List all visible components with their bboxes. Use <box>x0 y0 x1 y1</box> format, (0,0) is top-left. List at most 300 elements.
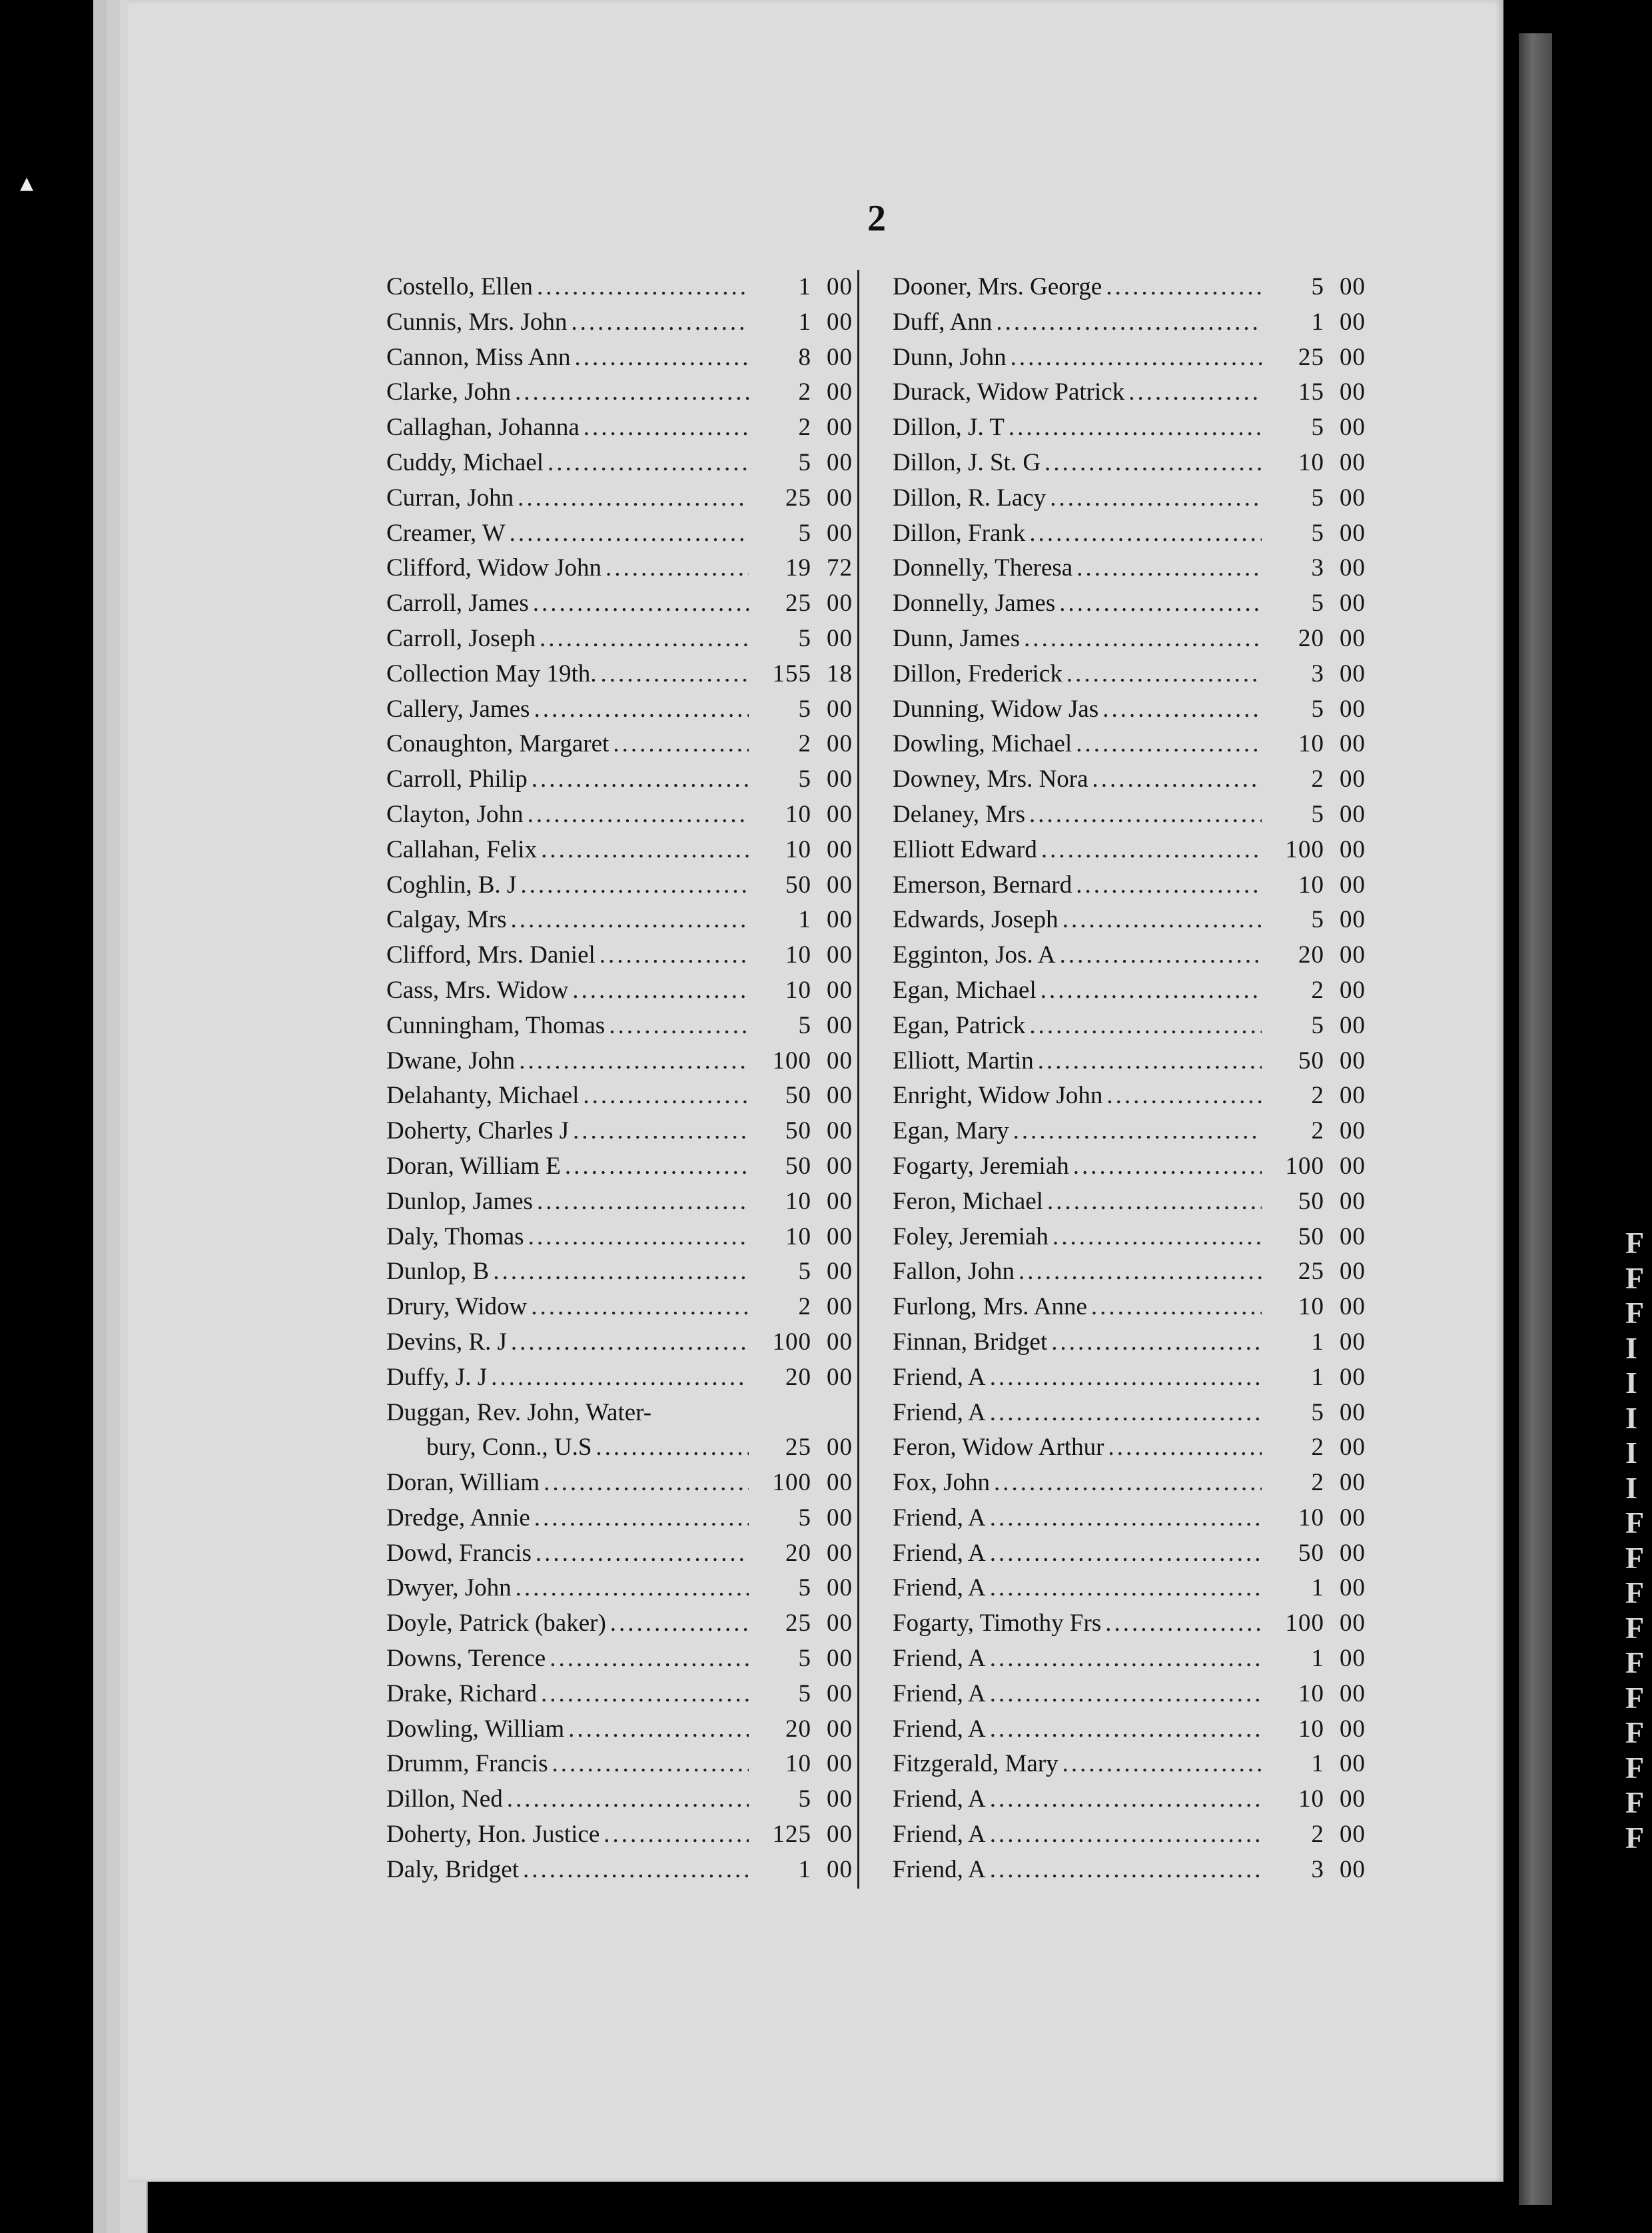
dot-leader <box>1073 1149 1262 1184</box>
donor-name: Dunlop, B <box>386 1258 490 1286</box>
amount-cents: 00 <box>1340 765 1366 793</box>
list-item <box>386 973 853 1009</box>
dot-leader <box>604 1817 749 1853</box>
amount-dollars: 10 <box>1298 1293 1324 1321</box>
list-item <box>386 833 853 868</box>
dot-leader <box>537 270 749 305</box>
amount-dollars: 10 <box>1298 1504 1324 1532</box>
donation-amount <box>753 375 853 410</box>
amount-dollars: 5 <box>1311 590 1324 618</box>
donor-name: Feron, Widow Arthur <box>893 1434 1104 1462</box>
donation-amount <box>753 270 853 305</box>
edge-letter: F <box>1625 1820 1645 1855</box>
list-item <box>893 903 1366 938</box>
donor-name: Dunn, James <box>893 624 1021 652</box>
donation-amount <box>1266 1747 1366 1782</box>
list-item <box>386 868 853 903</box>
donor-name: Friend, A <box>893 1645 986 1673</box>
donor-name: Daly, Thomas <box>386 1222 524 1250</box>
donor-name: Dooner, Mrs. George <box>893 273 1102 300</box>
dot-leader <box>1019 1254 1262 1290</box>
amount-cents: 00 <box>1340 484 1366 512</box>
amount-dollars: 5 <box>798 1645 811 1673</box>
donor-name: Drury, Widow <box>386 1293 528 1321</box>
dot-leader <box>511 1325 749 1360</box>
list-item <box>893 1044 1366 1079</box>
donor-name: Dowling, William <box>386 1715 565 1743</box>
donation-amount <box>753 446 853 481</box>
dot-leader <box>507 1782 749 1817</box>
list-item <box>893 1817 1366 1853</box>
amount-cents: 00 <box>1340 1398 1366 1426</box>
dot-leader <box>990 1396 1262 1431</box>
dot-leader <box>1011 340 1262 376</box>
edge-letter: F <box>1625 1575 1645 1609</box>
amount-dollars: 5 <box>798 1011 811 1039</box>
list-item <box>386 1396 853 1431</box>
donation-amount <box>651 1396 751 1431</box>
donation-amount <box>753 1501 853 1536</box>
amount-cents: 00 <box>827 1293 853 1321</box>
list-item <box>893 1536 1366 1571</box>
list-item <box>386 1254 853 1290</box>
list-item <box>893 868 1366 903</box>
list-item <box>893 833 1366 868</box>
edge-letter: I <box>1625 1470 1637 1505</box>
donation-amount <box>753 833 853 868</box>
amount-dollars: 1 <box>1311 1645 1324 1673</box>
donation-amount <box>753 1853 853 1888</box>
amount-cents: 00 <box>827 976 853 1004</box>
dot-leader <box>1092 762 1262 797</box>
amount-cents: 00 <box>827 1750 853 1778</box>
list-item <box>386 1747 853 1782</box>
amount-cents: 00 <box>1340 414 1366 442</box>
donor-name: Dillon, J. T <box>893 414 1005 442</box>
amount-cents: 00 <box>827 1187 853 1215</box>
amount-cents: 00 <box>1340 1363 1366 1391</box>
donor-name: Duffy, J. J <box>386 1363 488 1391</box>
dot-leader <box>1128 375 1262 410</box>
amount-cents: 00 <box>827 378 853 406</box>
dot-leader <box>491 1360 749 1396</box>
dot-leader <box>990 1712 1262 1747</box>
donor-name: Durack, Widow Patrick <box>893 378 1125 406</box>
edge-letter: F <box>1625 1226 1645 1260</box>
list-item <box>893 1606 1366 1641</box>
donor-name: Doyle, Patrick (baker) <box>386 1609 606 1637</box>
amount-cents: 00 <box>1340 730 1366 758</box>
dot-leader <box>990 1782 1262 1817</box>
dot-leader <box>996 305 1262 340</box>
donation-amount <box>1266 938 1366 973</box>
donation-amount <box>753 1782 853 1817</box>
amount-cents: 00 <box>1340 1785 1366 1813</box>
amount-dollars: 10 <box>1298 1785 1324 1813</box>
dot-leader <box>528 797 749 833</box>
amount-dollars: 100 <box>1285 1152 1324 1180</box>
list-item <box>386 1501 853 1536</box>
dot-leader <box>534 1501 749 1536</box>
list-item <box>386 551 853 586</box>
donor-name: Elliott Edward <box>893 835 1037 863</box>
amount-cents: 00 <box>1340 519 1366 547</box>
donor-name: Downey, Mrs. Nora <box>893 765 1088 793</box>
amount-dollars: 2 <box>1311 1434 1324 1462</box>
list-item <box>893 973 1366 1009</box>
dot-leader <box>1091 1290 1262 1325</box>
right-column <box>893 270 1366 1888</box>
donation-amount <box>753 868 853 903</box>
dot-leader <box>571 305 749 340</box>
amount-dollars: 20 <box>785 1715 811 1743</box>
amount-dollars: 3 <box>1311 1855 1324 1883</box>
amount-dollars: 10 <box>785 976 811 1004</box>
list-item <box>386 1677 853 1712</box>
donation-amount <box>753 1747 853 1782</box>
donation-amount <box>753 973 853 1009</box>
list-item <box>386 375 853 410</box>
donation-amount <box>753 1641 853 1677</box>
donor-name: Dillon, J. St. G <box>893 448 1041 476</box>
amount-cents: 00 <box>1340 1152 1366 1180</box>
dot-leader <box>516 1571 749 1606</box>
donation-amount <box>1266 1606 1366 1641</box>
dot-leader <box>510 516 749 552</box>
amount-dollars: 100 <box>772 1047 811 1075</box>
dot-leader <box>1051 1325 1262 1360</box>
donor-name: Doherty, Hon. Justice <box>386 1821 600 1849</box>
dot-leader <box>1044 446 1262 481</box>
list-item <box>893 938 1366 973</box>
amount-dollars: 5 <box>798 1574 811 1602</box>
amount-dollars: 50 <box>785 1152 811 1180</box>
donor-name: Costello, Ellen <box>386 273 533 300</box>
donation-amount <box>1266 1641 1366 1677</box>
donation-amount <box>1266 516 1366 552</box>
amount-cents: 00 <box>1340 1187 1366 1215</box>
amount-cents: 00 <box>1340 1117 1366 1145</box>
donor-name: Friend, A <box>893 1398 986 1426</box>
donation-amount <box>1266 1782 1366 1817</box>
donation-amount <box>1266 1220 1366 1255</box>
dot-leader <box>533 586 749 622</box>
list-item <box>386 446 853 481</box>
list-item <box>893 375 1366 410</box>
donation-amount <box>1266 446 1366 481</box>
donation-amount <box>753 1009 853 1044</box>
donor-name: Friend, A <box>893 1574 986 1602</box>
amount-dollars: 1 <box>1311 1363 1324 1391</box>
donor-name: Creamer, W <box>386 519 506 547</box>
donor-name: Cunnis, Mrs. John <box>386 308 568 336</box>
dot-leader <box>1102 692 1262 727</box>
donor-name: Downs, Terence <box>386 1645 546 1673</box>
amount-dollars: 2 <box>1311 1469 1324 1497</box>
donor-name: Dillon, R. Lacy <box>893 484 1046 512</box>
left-column <box>386 270 853 1888</box>
amount-dollars: 50 <box>1298 1047 1324 1075</box>
donation-amount <box>753 1360 853 1396</box>
dot-leader <box>994 1466 1262 1501</box>
amount-cents: 00 <box>827 695 853 723</box>
amount-cents: 00 <box>827 941 853 969</box>
amount-cents: 00 <box>1340 1539 1366 1567</box>
amount-dollars: 100 <box>1285 835 1324 863</box>
amount-dollars: 5 <box>798 519 811 547</box>
amount-cents: 00 <box>827 484 853 512</box>
dot-leader <box>541 1677 749 1712</box>
donation-amount <box>1266 1853 1366 1888</box>
amount-dollars: 5 <box>798 1785 811 1813</box>
donor-name: Callahan, Felix <box>386 835 538 863</box>
edge-letter: F <box>1625 1540 1645 1575</box>
donor-name: Fogarty, Jeremiah <box>893 1152 1069 1180</box>
amount-dollars: 155 <box>772 660 811 687</box>
donor-name: Friend, A <box>893 1539 986 1567</box>
amount-dollars: 2 <box>798 414 811 442</box>
amount-cents: 00 <box>1340 1082 1366 1110</box>
amount-cents: 00 <box>1340 273 1366 300</box>
donor-name: Carroll, James <box>386 590 529 618</box>
donation-amount <box>1266 1290 1366 1325</box>
dot-leader <box>552 1747 749 1782</box>
dot-leader <box>609 1009 749 1044</box>
list-item <box>893 1853 1366 1888</box>
dot-leader <box>1029 1009 1262 1044</box>
donation-amount <box>753 1184 853 1220</box>
amount-cents: 00 <box>827 871 853 899</box>
amount-dollars: 25 <box>1298 343 1324 371</box>
amount-dollars: 5 <box>798 765 811 793</box>
amount-dollars: 2 <box>798 378 811 406</box>
amount-dollars: 5 <box>1311 800 1324 828</box>
dot-leader <box>990 1360 1262 1396</box>
amount-cents: 00 <box>1340 871 1366 899</box>
amount-dollars: 1 <box>1311 308 1324 336</box>
amount-cents: 00 <box>1340 800 1366 828</box>
donor-name: Friend, A <box>893 1504 986 1532</box>
donor-name: Egan, Mary <box>893 1117 1009 1145</box>
donation-amount <box>1266 762 1366 797</box>
donor-name: Delaney, Mrs <box>893 800 1025 828</box>
donation-amount <box>753 410 853 446</box>
amount-dollars: 25 <box>1298 1258 1324 1286</box>
edge-letter: F <box>1625 1680 1645 1715</box>
dot-leader <box>536 1536 749 1571</box>
amount-dollars: 20 <box>785 1363 811 1391</box>
donor-name: Finnan, Bridget <box>893 1328 1048 1356</box>
donor-name: Fallon, John <box>893 1258 1015 1286</box>
list-item <box>893 1009 1366 1044</box>
donation-amount <box>1266 1044 1366 1079</box>
amount-dollars: 1 <box>1311 1750 1324 1778</box>
amount-cents: 00 <box>827 1679 853 1707</box>
donation-amount <box>753 1254 853 1290</box>
dot-leader <box>610 1606 749 1641</box>
dot-leader <box>1013 1114 1262 1149</box>
donation-amount <box>1266 1677 1366 1712</box>
amount-dollars: 20 <box>1298 941 1324 969</box>
amount-cents: 00 <box>1340 1504 1366 1532</box>
donor-name: Friend, A <box>893 1821 986 1849</box>
donation-amount <box>1266 551 1366 586</box>
donor-name: Cannon, Miss Ann <box>386 343 571 371</box>
list-item <box>386 1325 853 1360</box>
donation-amount <box>753 1712 853 1747</box>
donor-name: Friend, A <box>893 1679 986 1707</box>
list-item <box>386 938 853 973</box>
amount-cents: 00 <box>827 1539 853 1567</box>
amount-dollars: 2 <box>798 730 811 758</box>
amount-cents: 00 <box>827 343 853 371</box>
list-item <box>386 1641 853 1677</box>
edge-letter: I <box>1625 1366 1637 1400</box>
amount-cents: 00 <box>1340 590 1366 618</box>
donation-amount <box>753 586 853 622</box>
donation-amount <box>753 551 853 586</box>
amount-cents: 00 <box>1340 448 1366 476</box>
donor-name: Friend, A <box>893 1785 986 1813</box>
donation-amount <box>1266 1430 1366 1466</box>
donor-name: Conaughton, Margaret <box>386 730 610 758</box>
donor-name: Furlong, Mrs. Anne <box>893 1293 1087 1321</box>
list-item <box>386 1149 853 1184</box>
amount-dollars: 25 <box>785 1434 811 1462</box>
donor-name: Emerson, Bernard <box>893 871 1072 899</box>
amount-dollars: 100 <box>1285 1609 1324 1637</box>
amount-cents: 00 <box>1340 1434 1366 1462</box>
donation-amount <box>1266 1712 1366 1747</box>
dot-leader <box>990 1677 1262 1712</box>
donation-amount <box>753 1114 853 1149</box>
list-item <box>893 410 1366 446</box>
donor-name: Elliott, Martin <box>893 1047 1034 1075</box>
donation-amount <box>1266 1184 1366 1220</box>
amount-dollars: 1 <box>1311 1328 1324 1356</box>
edge-letter: F <box>1625 1296 1645 1330</box>
amount-dollars: 1 <box>798 273 811 300</box>
donor-name: Doherty, Charles J <box>386 1117 570 1145</box>
donor-name: Friend, A <box>893 1855 986 1883</box>
list-item <box>386 797 853 833</box>
dot-leader <box>493 1254 749 1290</box>
donation-amount <box>1266 797 1366 833</box>
amount-dollars: 25 <box>785 484 811 512</box>
amount-dollars: 5 <box>798 624 811 652</box>
amount-dollars: 2 <box>1311 1117 1324 1145</box>
amount-dollars: 1 <box>798 308 811 336</box>
column-divider <box>857 270 859 1889</box>
list-item <box>386 1009 853 1044</box>
amount-cents: 00 <box>1340 660 1366 687</box>
donation-amount <box>753 903 853 938</box>
dot-leader <box>1060 938 1262 973</box>
donor-name: Drake, Richard <box>386 1679 538 1707</box>
amount-dollars: 10 <box>785 1750 811 1778</box>
donor-name: Donnelly, James <box>893 590 1056 618</box>
list-item <box>386 1360 853 1396</box>
list-item <box>386 1290 853 1325</box>
edge-letter: F <box>1625 1610 1645 1645</box>
donation-amount <box>1266 1079 1366 1114</box>
donor-name: Donnelly, Theresa <box>893 554 1073 582</box>
edge-letter: F <box>1625 1645 1645 1679</box>
donation-amount <box>1266 973 1366 1009</box>
edge-letter: I <box>1625 1436 1637 1470</box>
donor-name: Dillon, Ned <box>386 1785 503 1813</box>
list-item <box>893 1184 1366 1220</box>
list-item <box>386 481 853 516</box>
list-item <box>893 1360 1366 1396</box>
amount-dollars: 15 <box>1298 378 1324 406</box>
donation-amount <box>753 797 853 833</box>
dot-leader <box>1062 1747 1262 1782</box>
donor-name: Callery, James <box>386 695 530 723</box>
list-item <box>386 340 853 376</box>
amount-cents: 00 <box>827 1469 853 1497</box>
amount-cents: 00 <box>827 1047 853 1075</box>
amount-dollars: 100 <box>772 1328 811 1356</box>
donation-amount <box>1266 1149 1366 1184</box>
dot-leader <box>1066 657 1262 692</box>
list-item <box>893 1571 1366 1606</box>
amount-dollars: 10 <box>785 800 811 828</box>
donation-amount <box>753 481 853 516</box>
dot-leader <box>1050 481 1262 516</box>
dot-leader <box>990 1641 1262 1677</box>
list-item <box>386 1466 853 1501</box>
list-item <box>386 410 853 446</box>
donation-amount <box>753 1817 853 1853</box>
dot-leader <box>1041 833 1262 868</box>
dot-leader <box>573 1114 749 1149</box>
list-item <box>386 622 853 657</box>
dot-leader <box>613 727 749 762</box>
list-item <box>893 340 1366 376</box>
list-item <box>386 903 853 938</box>
list-item <box>893 1677 1366 1712</box>
donor-name: Dunn, John <box>893 343 1007 371</box>
list-item <box>386 657 853 692</box>
donation-amount <box>1266 1817 1366 1853</box>
amount-cents: 00 <box>1340 941 1366 969</box>
dot-leader <box>1108 1430 1262 1466</box>
amount-cents: 00 <box>1340 1609 1366 1637</box>
amount-cents: 00 <box>827 730 853 758</box>
amount-cents: 00 <box>1340 343 1366 371</box>
amount-dollars: 50 <box>785 1117 811 1145</box>
donation-amount <box>1266 833 1366 868</box>
amount-cents: 00 <box>1340 1574 1366 1602</box>
dot-leader <box>532 762 749 797</box>
dot-leader <box>1106 1079 1262 1114</box>
list-item <box>893 1396 1366 1431</box>
amount-dollars: 1 <box>1311 1574 1324 1602</box>
donation-amount <box>753 1220 853 1255</box>
list-item <box>386 1817 853 1853</box>
amount-cents: 00 <box>827 765 853 793</box>
donor-name: Delahanty, Michael <box>386 1082 580 1110</box>
donor-name: Edwards, Joseph <box>893 906 1058 934</box>
amount-cents: 18 <box>827 660 853 687</box>
dot-leader <box>1106 270 1262 305</box>
donation-amount <box>1266 727 1366 762</box>
dot-leader <box>1029 797 1262 833</box>
donation-amount <box>753 1430 853 1466</box>
list-item <box>893 727 1366 762</box>
amount-cents: 00 <box>1340 835 1366 863</box>
